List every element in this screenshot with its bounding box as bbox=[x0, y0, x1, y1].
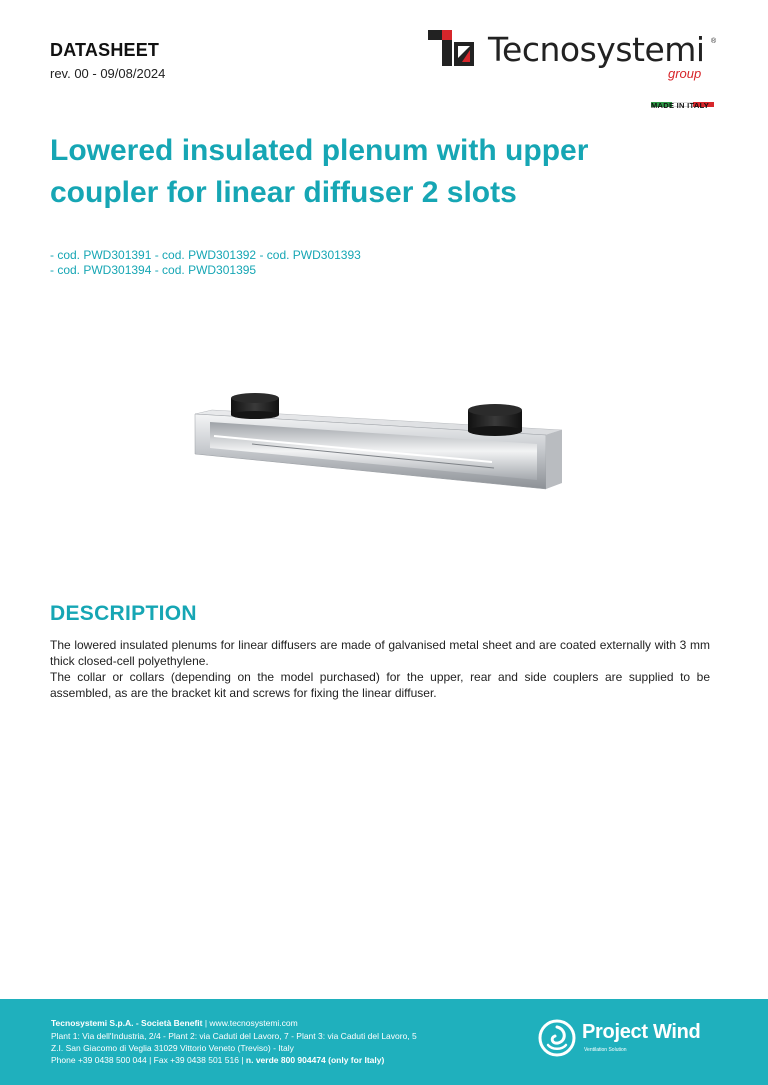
tecnosystemi-logo-mark-icon bbox=[428, 28, 476, 70]
project-wind-logo bbox=[538, 1019, 728, 1063]
logo-wordmark: Tecnosystemi bbox=[488, 30, 705, 69]
description-paragraph-2: The collar or collars (depending on the model purchased) for the upper, rear and side couplers are supplied to be assembled, as are the bracket kit and screws for fixing the linear diffuser. bbox=[50, 670, 710, 700]
footer-company: Tecnosystemi S.p.A. - Società Benefit bbox=[51, 1018, 203, 1028]
description-heading: DESCRIPTION bbox=[50, 602, 197, 625]
codes-line-2: - cod. PWD301394 - cod. PWD301395 bbox=[50, 263, 257, 277]
logo-group-text: group bbox=[668, 66, 702, 81]
product-codes bbox=[50, 248, 361, 278]
title-line-2: coupler for linear diffuser 2 slots bbox=[50, 176, 517, 209]
description-body bbox=[50, 637, 710, 701]
made-in-italy: MADE IN ITALY bbox=[651, 101, 710, 110]
plenum-product-image bbox=[192, 392, 564, 494]
footer-website: | www.tecnosystemi.com bbox=[204, 1018, 298, 1028]
logo-registered-mark: ® bbox=[711, 38, 717, 45]
title-line-1: Lowered insulated plenum with upper bbox=[50, 134, 589, 167]
footer-toll-free: n. verde 800 904474 (only for Italy) bbox=[245, 1055, 385, 1065]
codes-line-1: - cod. PWD301391 - cod. PWD301392 - cod. PWD301393 bbox=[50, 248, 361, 262]
footer-address: Z.I. San Giacomo di Veglia 31029 Vittorio Veneto (Treviso) - Italy bbox=[51, 1043, 294, 1053]
italian-flag-icon bbox=[651, 94, 716, 99]
description-paragraph-1: The lowered insulated plenums for linear diffusers are made of galvanised metal sheet and are coated externally with 3 mm thick closed-cell polyethylene. bbox=[50, 638, 710, 668]
footer-phone-fax: Phone +39 0438 500 044 | Fax +39 0438 501 516 | bbox=[51, 1055, 244, 1065]
datasheet-label: DATASHEET bbox=[50, 40, 160, 60]
page-footer bbox=[0, 999, 768, 1085]
footer-plants: Plant 1: Via dell'Industria, 2/4 - Plant 2: via Caduti del Lavoro, 7 - Plant 3: via Caduti del Lavoro, 5 bbox=[51, 1031, 417, 1041]
project-wind-name: Project Wind bbox=[582, 1021, 701, 1043]
project-wind-tagline: Ventilation Solution bbox=[584, 1047, 627, 1053]
tecnosystemi-logo bbox=[428, 28, 728, 88]
footer-company-line bbox=[51, 1018, 298, 1028]
page-title bbox=[50, 130, 710, 214]
footer-contacts bbox=[51, 1055, 384, 1065]
project-wind-swirl-icon bbox=[538, 1019, 576, 1057]
revision-date: rev. 00 - 09/08/2024 bbox=[50, 66, 166, 81]
